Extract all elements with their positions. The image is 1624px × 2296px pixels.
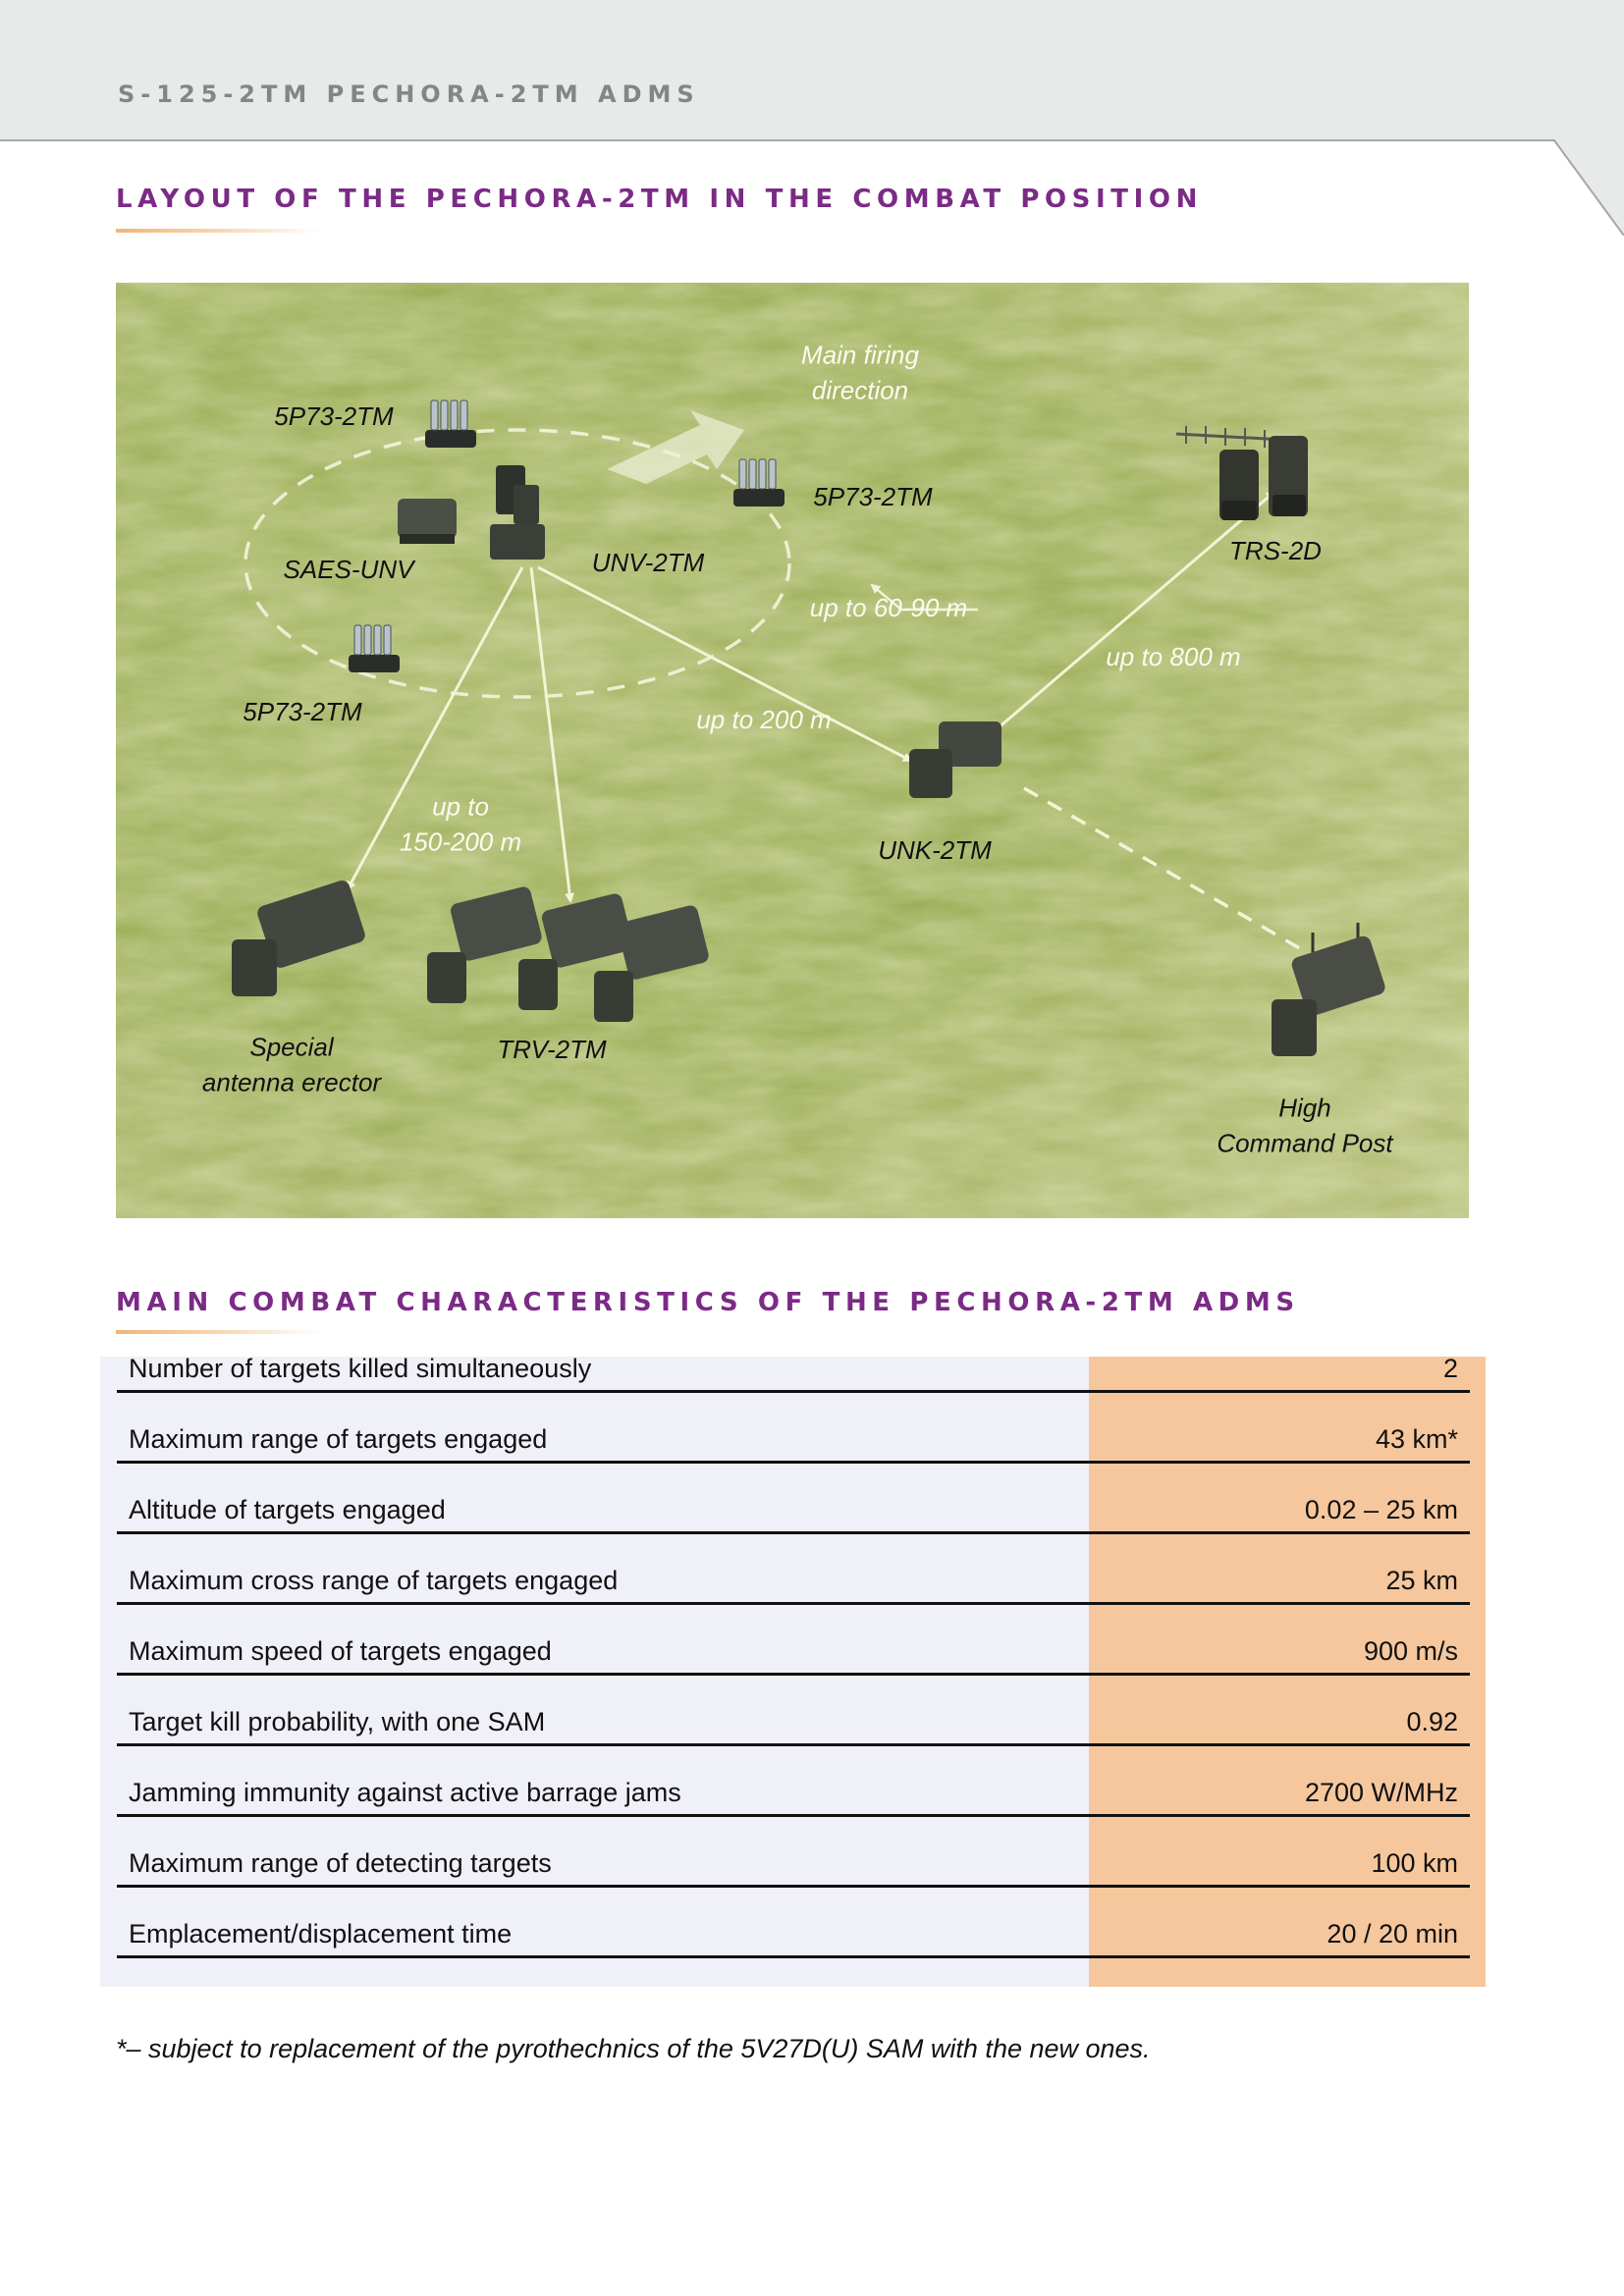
unk-2tm-label: UNK-2TM (878, 835, 992, 866)
distance-800-label: up to 800 m (1106, 642, 1241, 672)
table-row (117, 1605, 1470, 1676)
table-row (117, 1817, 1470, 1888)
table-row (117, 1888, 1470, 1958)
saes-unv-label: SAES-UNV (283, 555, 414, 585)
distance-200-label: up to 200 m (696, 705, 832, 735)
table-row (117, 1464, 1470, 1534)
table-row (117, 1534, 1470, 1605)
parameter-value: 900 m/s (1363, 1636, 1458, 1666)
high-command-post-label (1217, 1091, 1392, 1160)
main-firing-line1: Main firing (801, 340, 919, 370)
distance-150-200-label (400, 789, 521, 859)
document-header-title: S-125-2TM PECHORA-2TM ADMS (118, 80, 700, 108)
heading-underline (116, 229, 322, 233)
parameter-label: Maximum speed of targets engaged (129, 1636, 552, 1666)
special-antenna-erector-label (202, 1030, 381, 1099)
footnote: *– subject to replacement of the pyrothechnics of the 5V27D(U) SAM with the new ones. (116, 2034, 1151, 2063)
distance-150-line1: up to (432, 791, 489, 822)
table-row (117, 1676, 1470, 1746)
trs-2d-second-icon (1269, 436, 1308, 516)
special-line1: Special (249, 1032, 334, 1062)
hcp-line1: High (1278, 1093, 1331, 1123)
characteristics-table (100, 1354, 1486, 1987)
parameter-value: 0.02 – 25 km (1304, 1495, 1458, 1524)
hcp-line2: Command Post (1217, 1128, 1393, 1157)
table-row (117, 1322, 1470, 1393)
main-firing-direction-label (801, 338, 919, 407)
row-divider (117, 1955, 1470, 1958)
table-row (117, 1393, 1470, 1464)
main-firing-line2: direction (811, 375, 909, 404)
unv-2tm-label: UNV-2TM (591, 548, 705, 578)
parameter-value: 100 km (1371, 1848, 1458, 1878)
characteristics-section-heading: MAIN COMBAT CHARACTERISTICS OF THE PECHORA-2TM ADMS (116, 1288, 1300, 1317)
parameter-label: Target kill probability, with one SAM (129, 1707, 546, 1736)
launcher-right-label: 5P73-2TM (813, 482, 933, 512)
parameter-label: Emplacement/displacement time (129, 1919, 513, 1949)
parameter-value: 0.92 (1406, 1707, 1458, 1736)
distance-60-90-label: up to 60-90 m (809, 593, 968, 623)
trv-2tm-label: TRV-2TM (497, 1035, 607, 1065)
table-row (117, 1746, 1470, 1817)
parameter-label: Maximum cross range of targets engaged (129, 1566, 619, 1595)
saes-unv-icon (398, 499, 457, 544)
parameter-label: Altitude of targets engaged (129, 1495, 446, 1524)
layout-section-heading: LAYOUT OF THE PECHORA-2TM IN THE COMBAT POSITION (116, 185, 1203, 214)
parameter-value: 20 / 20 min (1326, 1919, 1458, 1949)
parameter-value: 25 km (1385, 1566, 1458, 1595)
special-line2: antenna erector (201, 1067, 382, 1096)
parameter-label: Number of targets killed simultaneously (129, 1354, 592, 1383)
distance-150-line2: 150-200 m (399, 827, 522, 856)
parameter-value: 2 (1442, 1354, 1458, 1383)
launcher-top-label: 5P73-2TM (274, 401, 394, 432)
trs-2d-label: TRS-2D (1229, 536, 1322, 566)
parameter-value: 2700 W/MHz (1304, 1778, 1458, 1807)
combat-position-figure (116, 283, 1469, 1218)
parameter-value: 43 km* (1375, 1424, 1458, 1454)
parameter-label: Jamming immunity against active barrage jams (129, 1778, 681, 1807)
launcher-bottom-label: 5P73-2TM (243, 697, 362, 727)
parameter-label: Maximum range of detecting targets (129, 1848, 552, 1878)
parameter-label: Maximum range of targets engaged (129, 1424, 548, 1454)
